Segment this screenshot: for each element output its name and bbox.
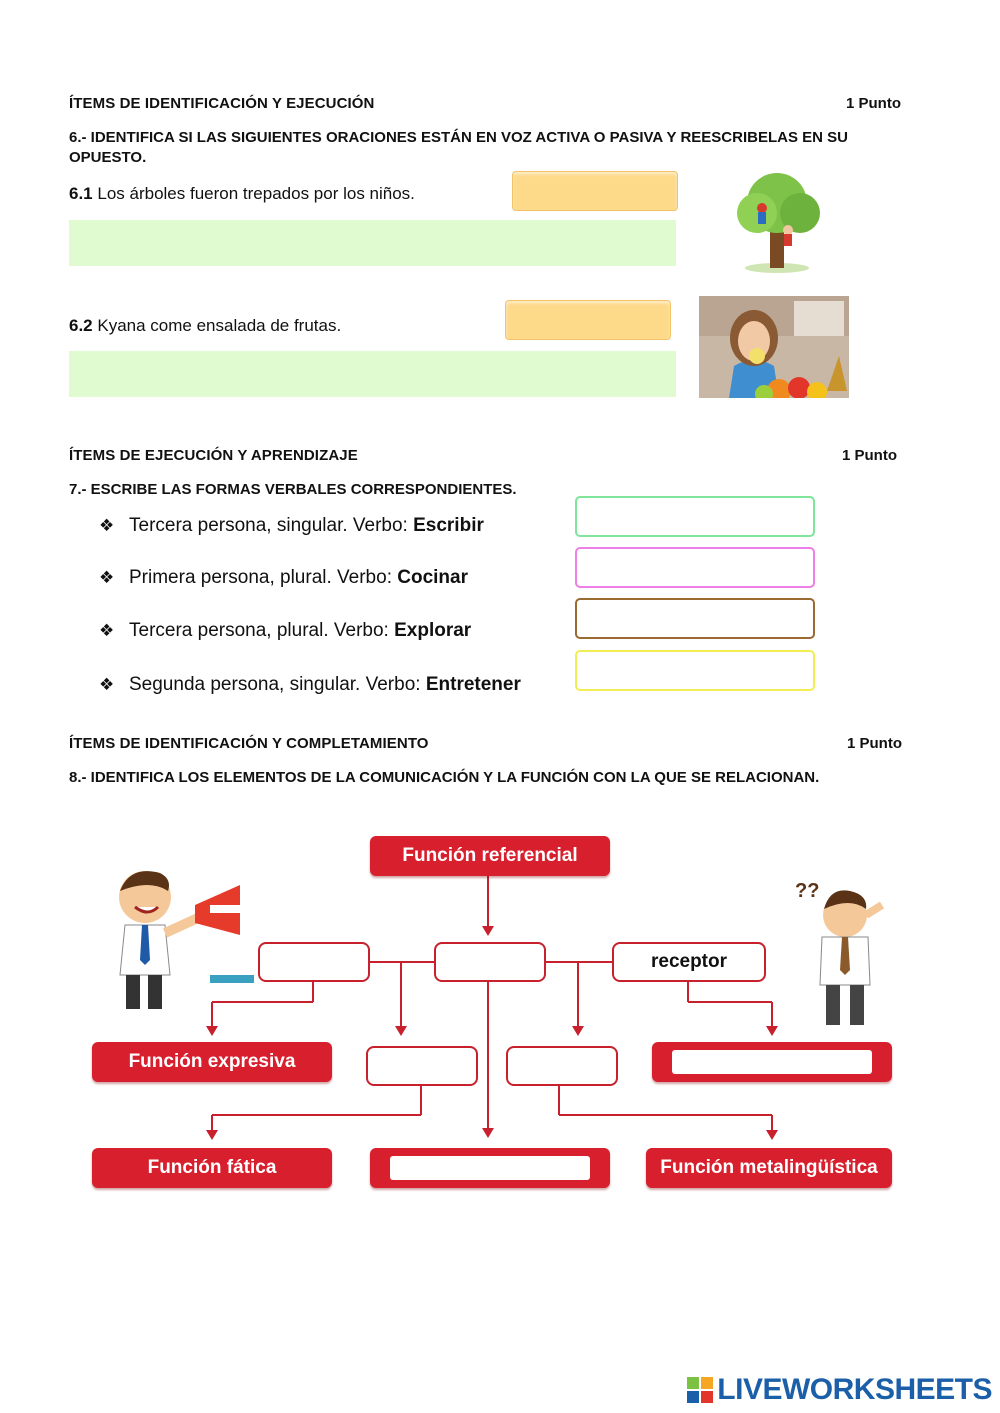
section-8-points: 1 Punto <box>847 735 902 752</box>
bullet-icon: ❖ <box>99 675 115 694</box>
brand-name: LIVEWORKSHEETS <box>717 1373 992 1406</box>
section-6-header: ÍTEMS DE IDENTIFICACIÓN Y EJECUCIÓN <box>69 95 375 112</box>
confused-receptor-image <box>790 875 900 1035</box>
verb-item-2-verb: Cocinar <box>397 567 468 588</box>
sentence-6-1 <box>69 184 415 204</box>
mensaje-answer-input[interactable] <box>434 942 546 982</box>
funcion-receptor-answer-input[interactable] <box>672 1050 872 1074</box>
funcion-receptor-box <box>652 1042 892 1082</box>
verb-answer-3-input[interactable] <box>575 598 815 639</box>
verb-item-3-prefix: Tercera persona, plural. Verbo: <box>129 620 395 641</box>
funcion-fatica-label: Función fática <box>92 1148 332 1188</box>
section-6-points: 1 Punto <box>846 95 901 112</box>
sentence-6-1-text: Los árboles fueron trepados por los niños. <box>97 184 415 203</box>
funcion-expresiva-label: Función expresiva <box>92 1042 332 1082</box>
codigo-answer-input[interactable] <box>506 1046 618 1086</box>
sentence-6-2 <box>69 316 341 336</box>
verb-answer-4-input[interactable] <box>575 650 815 691</box>
verb-item-2-prefix: Primera persona, plural. Verbo: <box>129 567 398 588</box>
verb-item-2 <box>99 567 468 589</box>
funcion-mensaje-box <box>370 1148 610 1188</box>
sentence-6-2-number: 6.2 <box>69 316 93 335</box>
question-8: 8.- IDENTIFICA LOS ELEMENTOS DE LA COMUNICACIÓN Y LA FUNCIÓN CON LA QUE SE RELACIONAN. <box>69 769 820 786</box>
sentence-6-2-text: Kyana come ensalada de frutas. <box>97 316 342 335</box>
receptor-box: receptor <box>612 942 766 982</box>
bullet-icon: ❖ <box>99 516 115 535</box>
speaker-megaphone-image <box>90 865 260 1015</box>
canal-answer-input[interactable] <box>366 1046 478 1086</box>
tree-with-children-image <box>722 168 832 278</box>
verb-item-1-prefix: Tercera persona, singular. Verbo: <box>129 515 414 536</box>
rewrite-answer-6-1-input[interactable] <box>69 220 676 266</box>
section-7-header: ÍTEMS DE EJECUCIÓN Y APRENDIZAJE <box>69 447 358 464</box>
communication-diagram <box>70 810 930 1210</box>
bullet-icon: ❖ <box>99 621 115 640</box>
svg-text:??: ?? <box>795 880 820 902</box>
verb-item-4-verb: Entretener <box>425 674 521 695</box>
verb-item-4-prefix: Segunda persona, singular. Verbo: <box>129 674 426 695</box>
question-6: 6.- IDENTIFICA SI LAS SIGUIENTES ORACIONES ESTÁN EN VOZ ACTIVA O PASIVA Y REESCRIBELAS EN SU OPUESTO. <box>69 129 848 166</box>
sentence-6-1-number: 6.1 <box>69 184 93 203</box>
liveworksheets-logo-icon <box>687 1377 713 1403</box>
section-8-header: ÍTEMS DE IDENTIFICACIÓN Y COMPLETAMIENTO <box>69 735 429 752</box>
question-7: 7.- ESCRIBE LAS FORMAS VERBALES CORRESPONDIENTES. <box>69 481 517 498</box>
girl-eating-fruit-image <box>699 296 849 398</box>
funcion-mensaje-answer-input[interactable] <box>390 1156 590 1180</box>
verb-item-3-verb: Explorar <box>394 620 472 641</box>
verb-item-3 <box>99 620 471 642</box>
verb-answer-2-input[interactable] <box>575 547 815 588</box>
verb-item-1 <box>99 515 484 537</box>
emisor-answer-input[interactable] <box>258 942 370 982</box>
verb-answer-1-input[interactable] <box>575 496 815 537</box>
verb-item-4 <box>99 674 521 696</box>
liveworksheets-logo <box>687 1373 992 1407</box>
bullet-icon: ❖ <box>99 568 115 587</box>
section-7-points: 1 Punto <box>842 447 897 464</box>
verb-item-1-verb: Escribir <box>413 515 484 536</box>
funcion-metalinguistica-label: Función metalingüística <box>646 1148 892 1188</box>
funcion-referencial-label: Función referencial <box>370 836 610 876</box>
voice-answer-6-1-input[interactable] <box>512 171 678 211</box>
rewrite-answer-6-2-input[interactable] <box>69 351 676 397</box>
voice-answer-6-2-input[interactable] <box>505 300 671 340</box>
